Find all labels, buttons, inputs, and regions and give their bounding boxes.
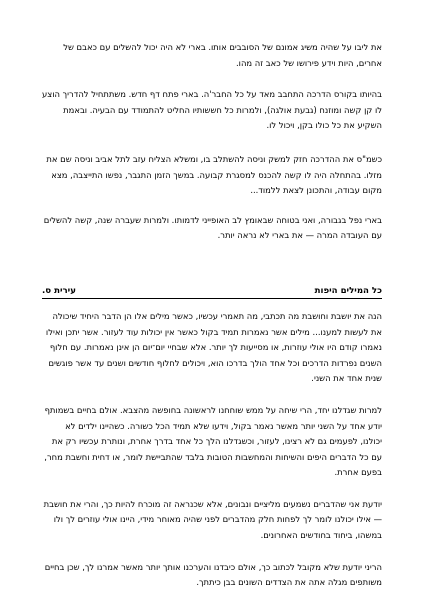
paragraph: הריני יודעת שלא מקובל לכתוב כך, אולם כיבדנו והערכנו אותך יותר מאשר אמרנו לך, שכן בחיים משותפים מגלה אתה את הצדדים השונים בבן כיתתך.	[44, 561, 382, 588]
paragraph: את ליבו על שהיה משיג אמונם של הסובבים אותו. בארי לא היה יכול להשלים עם כאבם של אחרים, היות וידע פירושו של כאב זה מהו.	[63, 42, 382, 68]
article-heading	[42, 284, 382, 299]
paragraph: כשמ"ס את ההדרכה חזק למשק וניסה להשתלב בו, ומשלא הצליח עזב לתל אביב וניסה שם את מזלו. בהתחלה היה לו קשה להכנס למסגרת קבועה. במשך הזמן התגבר, נפשו התייצבה, מצא מקום עבודה, והתכונן לצאת ללמוד...	[46, 153, 382, 196]
article-title: כל המילים היפות	[314, 285, 382, 296]
paragraph: הנה את יושבת וחושבת מה תכתבי, מה תאמרי עכשיו, כאשר מילים אלו הן הדבר היחיד שיכולה את לעשות למענו... מילים אשר נאמרות תמיד בקול כאשר אין יכולות עוד לעזור. אשר יתכן ואילו נאמרו קודם היו אולי עוזרות, או מסייעות לך יותר. אלא שבחיי יום־יום הן אינן נאמרות. עם חלוף השנים נפרדות הדרכים וכל אחד הולך בדרכו הוא, ויכולים לחלוף חודשים ושנים עד אשר פוגשים שנית אחד את השני.	[45, 310, 382, 384]
article-author: עירית ס.	[42, 285, 76, 296]
paragraph: בהיותו בקורס הדרכה התחבב מאד על כל החבר'ה. בארי פתח דף חדש. משתתחיל להדריך הוצע לו קן קשה ומוזנח (גבעת אולגה), ולמרות כל חששותיו החליט להתמודד עם הבעיה. ובאמת השקיע את כל כולו בקן, ויכול לו.	[42, 89, 382, 131]
paragraph: למרות שגדלנו יחד, הרי שיחה על ממש שוחחנו לראשונה בחופשה מהצבא. אולם בחיים בשמותף יודע אחד על השני יותר מאשר נאמר בקול, וידעו שלא תמיד הכל כשורה. כשהיינו ילדים לא יכולנו, לפעמים גם לא רצינו, לעזור, וכשגדלנו הלך כל אחד בדרך אחרת, ונותרת עכשיו רק את עם כל הדברים היפים והשיחות והמחשבות הטובות בלבד שהתביישת לומר, או דחית וחשבת מחר, בפעם אחרת.	[44, 404, 382, 478]
document-page	[42, 40, 382, 591]
paragraph: יודעת אני שהדברים נשמעים מליציים ונבונים, אלא שכנראה זה מוכרח להיות כך, והרי את חושבת — אילו יכולנו לומר לך לפחות חלק מהדברים לפני שהיה מאוחר מידי, היינו אולי עוזרים לך ולו במשהו, ביחוד בחודשים האחרונים.	[43, 498, 382, 541]
paragraph: בארי נפל בגבורה, ואני בטוחה שבאומץ לב האופייני לדמותו. ולמרות שעברה שנה, קשה להשלים עם העובדה המרה — את בארי לא נראה יותר.	[43, 214, 382, 241]
